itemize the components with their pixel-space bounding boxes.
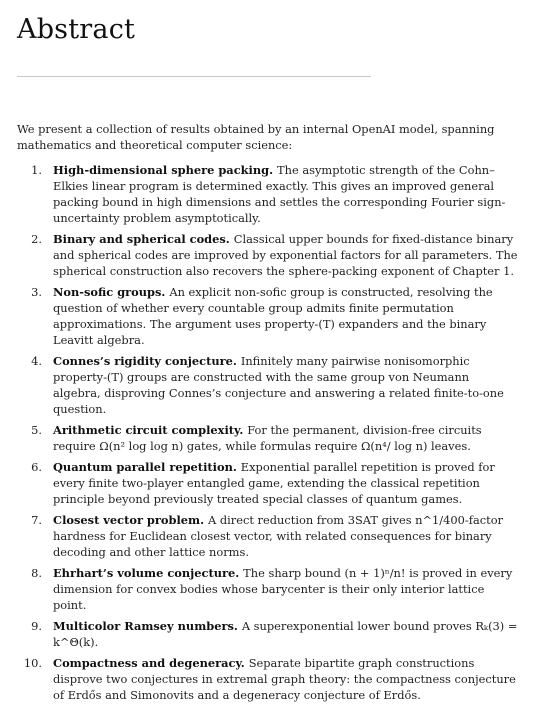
item-text: Infinitely many pairwise nonisomorphic property-(T) groups are constructed with the same group von Neumann algebra, disproving Connes’s conjecture and answering a related finite-to-one question. [53, 354, 504, 416]
item-title: Connes’s rigidity conjecture. [53, 354, 241, 368]
item-number: 9. [31, 619, 42, 633]
item-number: 1. [31, 163, 42, 177]
item-text: Exponential parallel repetition is proved for every finite two-player entangled game, extending the classical repetition principle beyond previously treated special classes of quantum games. [53, 460, 495, 506]
item-text: Separate bipartite graph constructions disprove two conjectures in extremal graph theory: the compactness conjecture of Erdős and Simonovits and a degeneracy conjecture of Erdős. [53, 656, 516, 702]
result-item-5 [0, 422, 519, 454]
title-divider [17, 76, 371, 77]
item-text: For the permanent, division-free circuits require Ω(n² log log n) gates, while formulas require Ω(n⁴/ log n) leaves. [53, 423, 482, 453]
item-number: 5. [31, 423, 42, 437]
result-item-3 [0, 284, 519, 348]
item-title: Binary and spherical codes. [53, 232, 234, 246]
result-item-10 [0, 655, 519, 703]
item-number: 2. [31, 232, 42, 246]
item-text: An explicit non-sofic group is constructed, resolving the question of whether every countable group admits finite permutation approximations. The argument uses property-(T) expanders and the binary Leavitt algebra. [53, 285, 493, 347]
result-item-6 [0, 459, 519, 507]
item-number: 3. [31, 285, 42, 299]
item-text: A direct reduction from 3SAT gives n^1/400-factor hardness for Euclidean closest vector, with related consequences for binary decoding and other lattice norms. [53, 513, 503, 559]
result-item-7 [0, 512, 519, 560]
item-number: 8. [31, 566, 42, 580]
item-title: Closest vector problem. [53, 513, 209, 527]
result-item-1 [0, 162, 519, 226]
results-list [0, 162, 553, 708]
item-title: Quantum parallel repetition. [53, 460, 241, 474]
item-title: Non-sofic groups. [53, 285, 170, 299]
item-number: 7. [31, 513, 42, 527]
item-title: Compactness and degeneracy. [53, 656, 249, 670]
page-title: Abstract [17, 14, 136, 45]
item-title: High-dimensional sphere packing. [53, 163, 278, 177]
result-item-2 [0, 231, 519, 279]
item-text: A superexponential lower bound proves Rₖ(3) = k^Θ(k). [53, 619, 518, 649]
result-item-4 [0, 353, 519, 417]
item-title: Arithmetic circuit complexity. [53, 423, 248, 437]
item-number: 4. [31, 354, 42, 368]
item-text: Classical upper bounds for fixed-distance binary and spherical codes are improved by exponential factors for all parameters. The spherical construction also recovers the sphere-packing exponent of Chapter 1. [53, 232, 518, 278]
result-item-9 [0, 618, 519, 650]
item-title: Multicolor Ramsey numbers. [53, 619, 242, 633]
item-number: 6. [31, 460, 42, 474]
item-text: The asymptotic strength of the Cohn–Elkies linear program is determined exactly. This gives an improved general packing bound in high dimensions and settles the corresponding Fourier sign-uncertainty problem asymptotically. [53, 163, 506, 225]
result-item-8 [0, 565, 519, 613]
item-text: The sharp bound (n + 1)ⁿ/n! is proved in every dimension for convex bodies whose barycenter is their only interior lattice point. [53, 566, 513, 612]
item-title: Ehrhart’s volume conjecture. [53, 566, 244, 580]
item-number: 10. [23, 656, 42, 670]
intro-paragraph: We present a collection of results obtained by an internal OpenAI model, spanning mathematics and theoretical computer science: [17, 122, 495, 152]
